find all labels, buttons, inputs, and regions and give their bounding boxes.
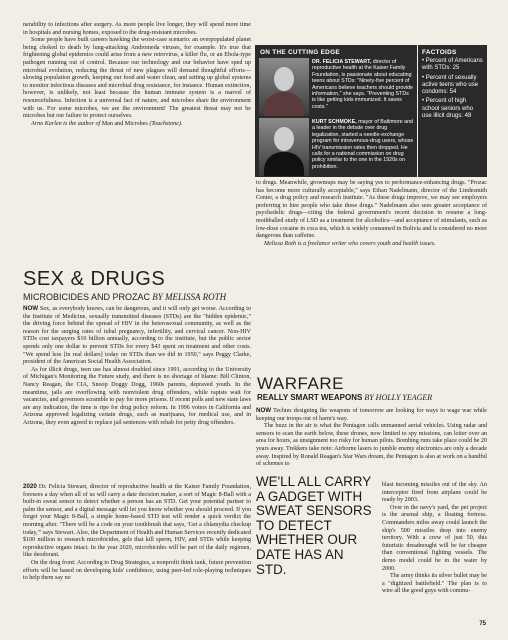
bio-text: mayor of Baltimore and a leader in the debate over drug legalization, started a needle-exchange program for intravenous-drug users, whose HIV transmission rates then dropped. He calls for a national commission on drug policy similar to the one in the 1920s on prohibition. bbox=[312, 119, 414, 170]
lead-2020: 2020 bbox=[23, 483, 37, 490]
paragraph: On the drug front: According to Drug Strategies, a nonprofit think tank, future prevention efforts will be based on developing kids' confidence, using peer-led role-playing techniques to help them say no bbox=[23, 559, 251, 582]
list-item: • Percent of Americans with STDs: 25 bbox=[422, 58, 483, 72]
portrait-photo bbox=[259, 58, 309, 116]
author-credit bbox=[23, 121, 251, 129]
sex-now-section bbox=[23, 305, 251, 428]
sidebar-heading: ON THE CUTTING EDGE bbox=[260, 49, 340, 56]
byline: BY HOLLY YEAGER bbox=[362, 393, 433, 402]
page-number: 75 bbox=[479, 621, 486, 627]
paragraph: nerability to infections after surgery. As more people live longer, they will spend more time in hospitals and nursing homes, exposed to the drug-resistant microbes. bbox=[23, 22, 251, 36]
subtitle-text: MICROBICIDES AND PROZAC bbox=[23, 292, 151, 302]
paragraph: blast incoming missiles out of the sky. An interceptor fired from airplane could be ready by 2003. bbox=[382, 482, 487, 504]
bio-text: director of reproductive health at the Kaiser Family Foundation, is passionate about educating teens about STDs: "Ninety-five percent of Americans believe teachers should provide information," she says. "Preventing STDs is like getting kids immunized. It saves costs." bbox=[312, 59, 413, 110]
left-top-column bbox=[23, 22, 251, 128]
section-title: SEX & DRUGS bbox=[23, 268, 166, 290]
paragraph-text: Dr. Felicia Stewart, director of reproductive health at the Kaiser Family Foundation, foresees a day when all of us will carry a date decision maker, a sort of Magic 8-Ball with a built-in sweat sensor to detect whether a person has an STD. Get your potential partner to palm the sensor, and a digital message will let you know whether you should proceed. If you forget your Magic 8-Ball, a simple home-based STD test will render a quick verdict the morning after. "There will be a code on your toothbrush that says, 'Get a chlamydia checkup today,'" says Stewart. Also, the Department of Health and Human Services recently dedicated $100 million to research microbicides, gels that kill sperm, HIV, and STDs while keeping reproductive organs intact. In the year 2020, microbicides will be part of the daily regimen, like deodorant. bbox=[23, 484, 251, 559]
paragraph bbox=[23, 305, 251, 367]
credit-publisher: (Touchstone). bbox=[147, 120, 183, 127]
paragraph: Some people have built careers hawking the worst-case scenario: an overpopulated planet being choked to death by lung-attacking Andromeda viruses, for example. It's true that frightening global epidemics could arise from a new retrovirus, a killer flu, or an Ebola-type pathogen running out of control. Because our technology and our behavior have sped up microbial evolution, reducing the threat of new plagues will demand thoughtful efforts—slowing population growth, keeping our food and water clean, and setting up global systems to monitor infectious diseases and microbial drug resistance, for instance. Human extinction, however, is unlikely, not least because the human immune system is a marvel of resourcefulness. Infection is a universal fact of nature, and microbes share the environment with us. For some microbes, we are the environment! The greatest threat may not be microbes but our failure to protect ourselves. bbox=[23, 37, 251, 120]
pull-quote: WE'LL ALL CARRY A GADGET WITH SWEAT SENSORS TO DETECT WHETHER OUR DATE HAS AN STD. bbox=[256, 474, 372, 577]
bio-name: DR. FELICIA STEWART, bbox=[312, 59, 372, 65]
credit-book: Man and Microbes bbox=[101, 120, 148, 127]
list-item: • Percent of sexually active teens who use condoms: 54 bbox=[422, 74, 479, 96]
warfare-now-section bbox=[256, 407, 487, 469]
paragraph-text: Techies designing the weapons of tomorrow are looking for ways to wage war while keeping our troops out of harm's way. bbox=[256, 408, 487, 422]
byline: BY MELISSA ROTH bbox=[150, 292, 227, 302]
factoids-list bbox=[418, 58, 487, 120]
warfare-heading bbox=[257, 375, 489, 403]
section-subtitle bbox=[257, 393, 489, 403]
factoids-heading: FACTOIDS bbox=[422, 49, 457, 56]
paragraph: As for illicit drugs, teen use has almost doubled since 1991, according to the University of Michigan's Monitoring the Future study, and there is no shortage of blame: Bill Clinton, Nancy Reagan, the CIA, Snoop Doggy Dogg, 1960s parents, depraved youth. In the meantime, jails are overflowing with nonviolent drug offenders, while rapists wait for vacancies, and governors scramble to pay for more prisons. If recent polls and new state laws are any indication, the time is ripe for drug policy reform. In 1996 voters in California and Arizona approved legalizing certain drugs, such as marijuana, for medical use, and in Arizona, they even agreed to replace jail sentences with rehab for petty drug offenders. bbox=[23, 366, 251, 426]
warfare-narrow-column bbox=[382, 482, 487, 596]
paragraph: to drugs. Meanwhile, growmups may be saying yes to performance-enhancing drugs. "Prozac has become more culturally acceptable," says Ethan Nadelmann, director of the Lindesmith Center, a drug policy and research institute. "As these drugs improve, we may see employers preferring to hire people who take these drugs." Nadelmann also sees greater acceptance of psychedelic drugs—citing the federal government's recent decision to resume a long-mothballed study of LSD as a treatment for alcoholics—and acceptance of stimulants, such as low-dose cocaine in coca tea, which is widely consumed in Bolivia and is considered no more dangerous than caffeine. bbox=[256, 180, 487, 240]
credit-name: Arno Karlen is the author of bbox=[31, 120, 102, 127]
subtitle-text: REALLY SMART WEAPONS bbox=[257, 393, 363, 402]
author-credit: Melissa Roth is a freelance writer who covers youth and health issues. bbox=[264, 240, 436, 247]
section-title: WARFARE bbox=[257, 374, 344, 393]
section-subtitle bbox=[23, 292, 253, 302]
sex-drugs-heading bbox=[23, 269, 253, 302]
right-top-column bbox=[256, 180, 487, 248]
factoids-box bbox=[418, 45, 487, 177]
paragraph-text: Sex, as everybody knows, can be dangerous, and it will only get worse. According to the Institute of Medicine, sexually transmitted diseases (STDs) are the "hidden epidemic," the driving force behind the spread of HIV in the heterosexual community, as well as the reason for the surging rates of tubal pregnancy, infertility, and cervical cancer. Non-HIV STDs cost taxpayers $10 billion annually, according to the institute, but the public sector spends only one dollar to prevent STDs for every $43 spent on treatment and other costs. "We spend less [in real dollars] today on STDs than we did in 1950," says Peggy Clarke, president of the American Social Health Association. bbox=[23, 306, 251, 366]
bio-schmoke bbox=[312, 119, 414, 170]
paragraph bbox=[256, 407, 487, 423]
paragraph bbox=[23, 483, 251, 560]
paragraph: Over in the navy's yard, the pet project is the arsenal ship, a floating fortress. Commanders miles away could launch the ship's 500 missiles deep into enemy territory. With a crew of just 50, this futuristic dreadnought will be far cheaper than conventional fighting vessels. The demo model could be in the water by 2000. bbox=[382, 504, 487, 572]
bio-stewart bbox=[312, 59, 414, 110]
sex-2020-section bbox=[23, 483, 251, 583]
paragraph: The buzz in the air is what the Pentagon calls unmanned aerial vehicles. Using radar and sensors to scan the earth below, these drones, now limited to spy missions, can loiter over an area for hours, as unsignment too risky for human pilots. Bombing runs take place could be 20 years away. Trekkers take note: Airborne lasers to jumble enemy electronics are only a decade away. Inspired by Ronald Reagan's Star Wars dream, the Pentagon is also at work on a handful of schemes to bbox=[256, 423, 487, 468]
list-item: • Percent of high school seniors who use illicit drugs: 48 bbox=[422, 98, 474, 120]
cutting-edge-sidebar bbox=[255, 45, 417, 177]
lead-now: NOW bbox=[256, 407, 272, 414]
paragraph: The army thinks its silver bullet may be a "digitized battlefield." The plan is to wire all the good guys with commu- bbox=[382, 573, 487, 595]
bio-name: KURT SCHMOKE, bbox=[312, 119, 357, 125]
lead-now: NOW bbox=[23, 305, 39, 312]
portrait-photo bbox=[259, 118, 309, 176]
